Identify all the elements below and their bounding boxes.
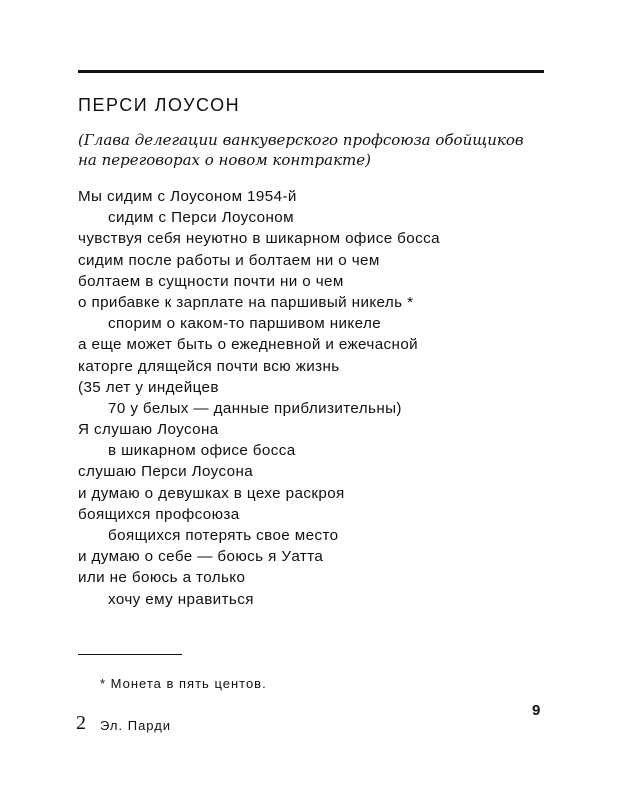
poem-line: каторге длящейся почти всю жизнь [78,357,340,375]
signature-author: Эл. Парди [100,718,172,733]
footnote-rule [78,654,182,655]
poem-line: боящихся потерять свое место [108,527,339,544]
subtitle-line: (Глава делегации ванкуверского профсоюза обойщиков [78,131,524,149]
poem-line: или не боюсь а только [78,569,246,587]
poem-line: спорим о каком-то паршивом никеле [108,315,382,333]
poem-line: (35 лет у индейцев [78,378,219,396]
top-rule [78,70,544,73]
page-number: 9 [532,702,541,719]
poem-body [78,186,548,610]
poem-line: в шикарном офисе босса [108,442,296,460]
signature-number: 2 [76,712,86,734]
poem-line: сидим с Перси Лоусоном [108,209,294,227]
poem-line: слушаю Перси Лоусона [78,463,254,481]
poem-line: Я слушаю Лоусона [78,421,219,439]
poem-line: хочу ему нравиться [108,590,254,608]
poem-line: Мы сидим с Лоусоном 1954-й [78,188,297,205]
footnote: * Монета в пять центов. [100,676,267,691]
poem-line: боящихся профсоюза [78,505,240,523]
poem-line: сидим после работы и болтаем ни о чем [78,251,380,269]
poem-line: болтаем в сущности почти ни о чем [78,272,344,290]
poem-line: и думаю о себе — боюсь я Уатта [78,548,324,566]
poem-line: а еще может быть о ежедневной и ежечасной [78,336,419,354]
subtitle-line: на переговорах о новом контракте) [78,151,371,169]
poem-line: и думаю о девушках в цехе раскроя [78,484,345,502]
poem-line: 70 у белых — данные приблизительны) [108,399,402,417]
poem-subtitle [78,130,548,170]
poem-line: о прибавке к зарплате на паршивый никель * [78,293,414,311]
poem-title: ПЕРСИ ЛОУСОН [78,95,241,115]
poem-line: чувствуя себя неуютно в шикарном офисе босса [78,230,440,248]
